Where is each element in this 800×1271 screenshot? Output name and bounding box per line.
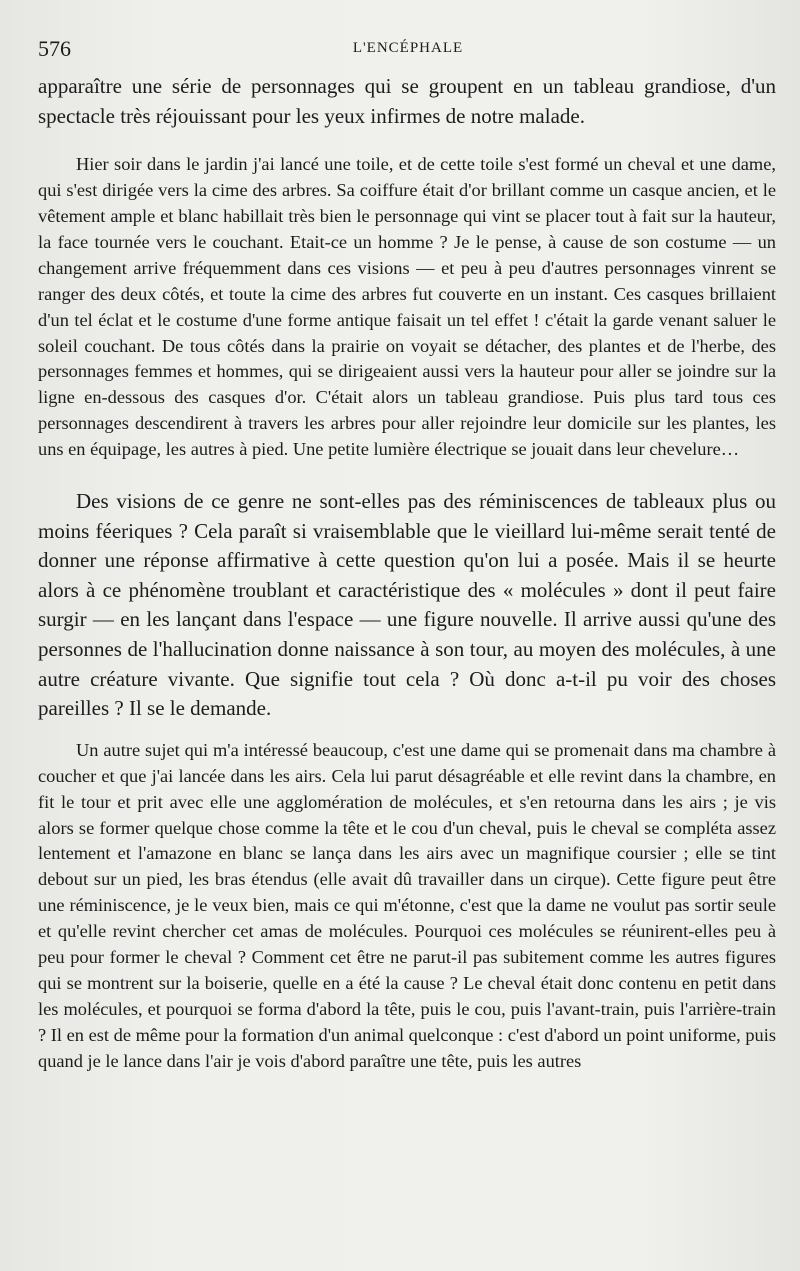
page-body [38,72,776,1075]
paragraph-continuation: apparaître une série de personnages qui se groupent en un tableau grandiose, d'un spectacle très réjouissant pour les yeux infirmes de notre malade. [38,74,776,128]
quoted-paragraph-garden-vision: Hier soir dans le jardin j'ai lancé une toile, et de cette toile s'est formé un cheval et une dame, qui s'est dirigée vers la cime des arbres. Sa coiffure était d'or brillant comme un casque ancien, et le vêtement ample et blanc habillait très bien le personnage qui vint se placer tout à fait sur la hauteur, la face tournée vers le couchant. Etait-ce un homme ? Je le pense, à cause de son costume — un changement arrive fréquemment dans ces visions — et peu à peu d'autres personnages vinrent se ranger des deux côtés, et toute la cime des arbres fut couverte en un instant. Ces casques brillaient d'un tel éclat et le costume d'une forme antique faisait un tel effet ! c'était la garde venant saluer le soleil couchant. De tous côtés dans la prairie on voyait se détacher, des plantes et de l'herbe, des personnages femmes et hommes, qui se dirigeaient aussi vers la hauteur pour aller se joindre sur la ligne en-dessous des casques d'or. C'était alors un tableau grandiose. Puis plus tard tous ces personnages descendirent à travers les arbres pour aller rejoindre leur domicile sur les plantes, les uns en équipage, les autres à pied. Une petite lumière électrique se jouait dans leur chevelure… [38,154,776,460]
page-number: 576 [38,36,71,61]
paragraph-reminiscences: Des visions de ce genre ne sont-elles pas des réminiscences de tableaux plus ou moins féeriques ? Cela paraît si vraisemblable que le vieillard lui-même serait tenté de donner une réponse affirmative à cette question qu'on lui a posée. Mais il se heurte alors à ce phénomène troublant et caractéristique des « molécules » dont il peut faire surgir — en les lançant dans l'espace — une figure nouvelle. Il arrive aussi qu'une des personnes de l'hallucination donne naissance à son tour, au moyen des molécules, à une autre créature vivante. Que signifie tout cela ? Où donc a-t-il pu voir des choses pareilles ? Il se le demande. [38,489,776,721]
quoted-paragraph-molecules: Un autre sujet qui m'a intéressé beaucoup, c'est une dame qui se promenait dans ma chambre à coucher et que j'ai lancée dans les airs. Cela lui parut désagréable et elle revint dans la chambre, en fit le tour et prit avec elle une agglomération de molécules, et s'en retourna dans les airs ; je vis alors se former quelque chose comme la tête et le cou d'un cheval, puis le cheval se compléta assez lentement et l'amazone en blanc se lança dans les airs avec un magnifique coursier ; elle se tint debout sur un pied, les bras étendus (elle avait dû travailler dans un cirque). Cette figure peut être une réminiscence, je le veux bien, mais ce qui m'étonne, c'est que la dame ne voulut pas sortir seule et qu'elle revint chercher cet amas de molécules. Pourquoi ces molécules se réunirent-elles peu à peu pour former le cheval ? Comment cet être ne parut-il pas subitement comme les autres figures qui se montrent sur la boiserie, quelle en a été la cause ? Le cheval était donc contenu en petit dans les molécules, et pourquoi se forma d'abord la tête, puis le cou, puis l'avant-train, puis l'arrière-train ? Il en est de même pour la formation d'un animal quelconque : c'est d'abord un point uniforme, puis quand je le lance dans l'air je vois d'abord paraître une tête, puis les autres [38,739,776,1071]
journal-title: L'ENCÉPHALE [352,40,464,56]
running-header [38,36,778,60]
